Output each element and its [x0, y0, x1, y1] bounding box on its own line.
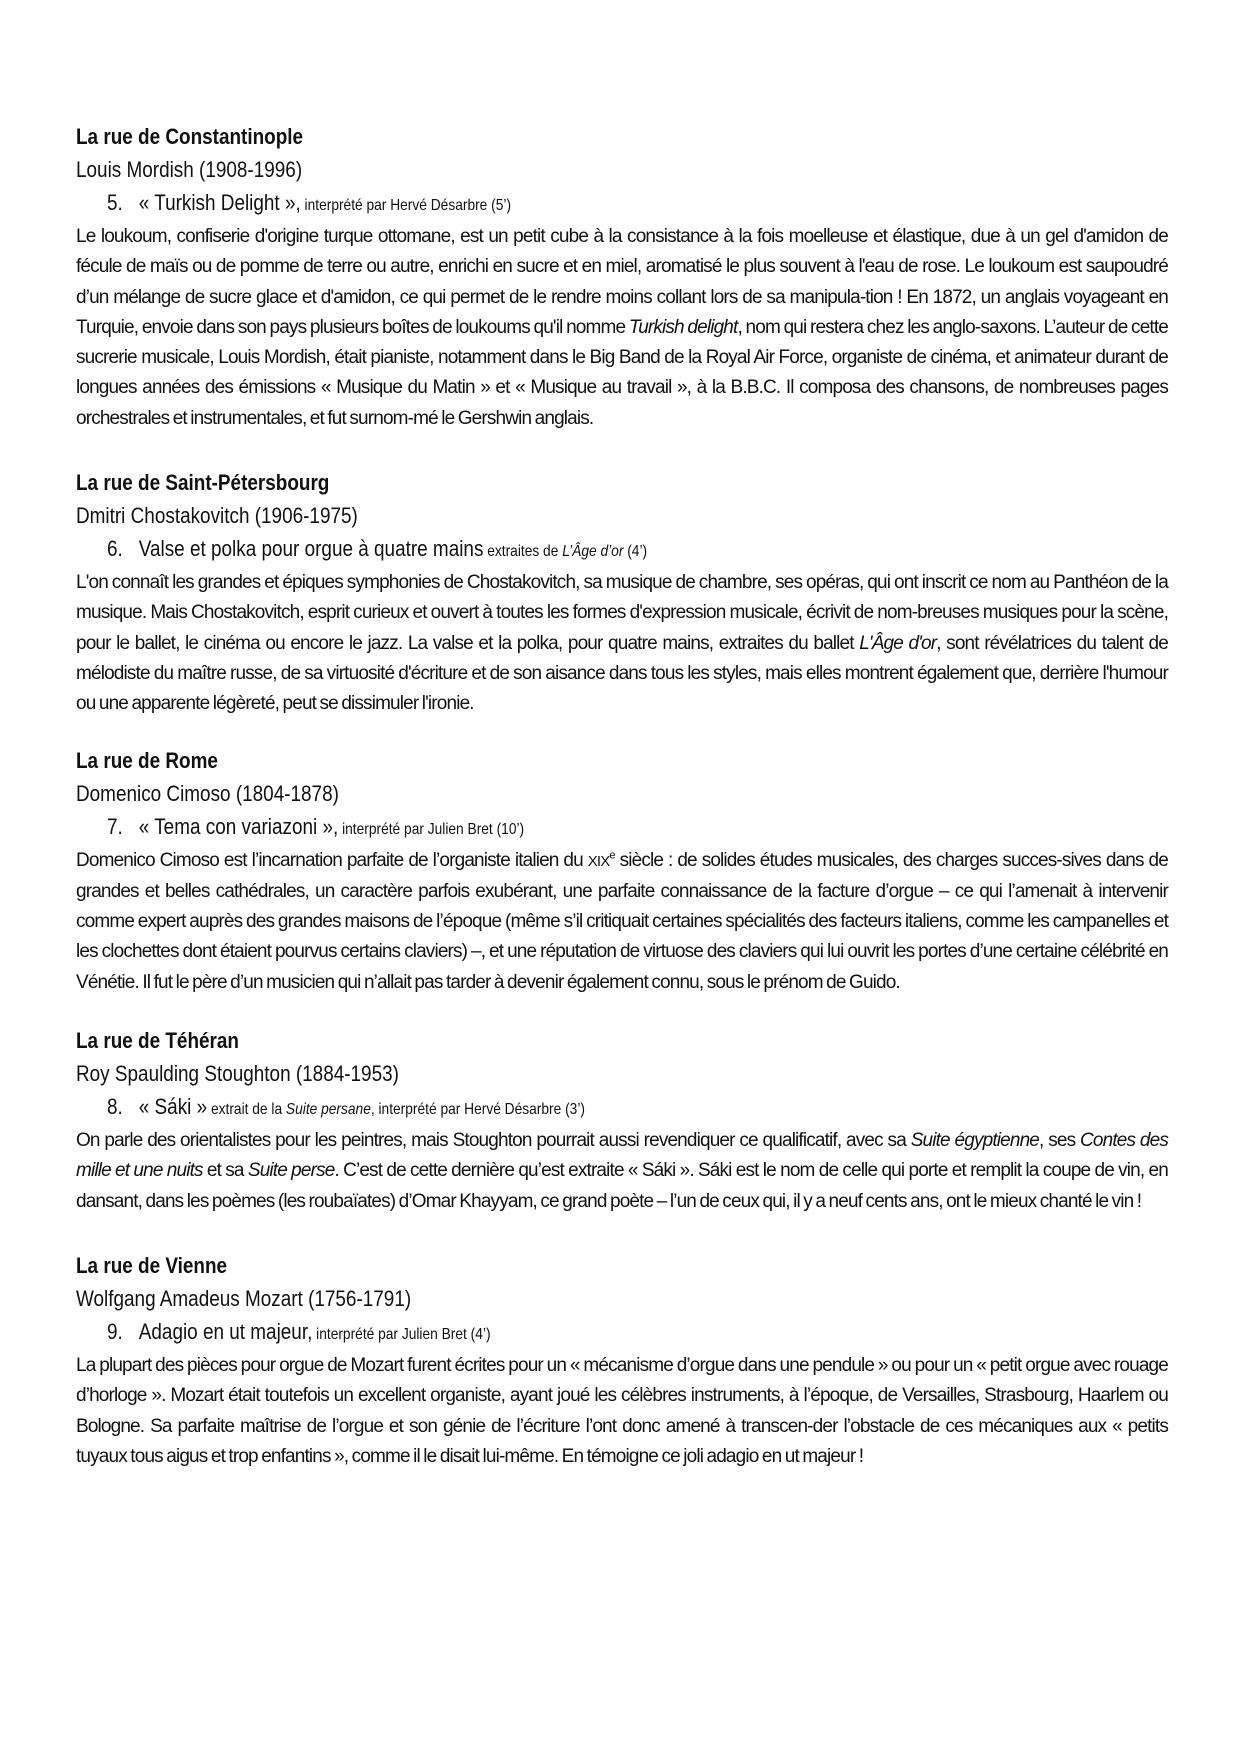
- desc-text: L'on connaît les grandes et épiques symphonies de Chostakovitch, sa musique de chambre, ses opéras, qui ont inscrit ce nom au Panthéon de la musique. Mais Chostakovitch, esprit curieux et ouvert à toutes les formes d'expression musicale, écrivit de nom-breuses musiques pour la scène, pour le ballet, le cinéma ou encore le jazz. La valse et la polka, pour quatre mains, extraites du ballet: [76, 572, 1168, 654]
- track-credit: interprété par Julien Bret (4’): [312, 1325, 491, 1343]
- section-constantinople: [76, 120, 1168, 434]
- desc-text: On parle des orientalistes pour les peintres, mais Stoughton pourrait aussi revendiquer ce qualificatif, avec sa: [76, 1130, 911, 1152]
- composer-name: Wolfgang Amadeus Mozart (1756-1791): [76, 1285, 412, 1311]
- desc-text: Domenico Cimoso est l’incarnation parfaite de l’organiste italien du: [76, 849, 588, 871]
- composer-name: Domenico Cimoso (1804-1878): [76, 780, 339, 806]
- track-number: 7.: [106, 813, 123, 839]
- track-number: 8.: [106, 1094, 123, 1120]
- composer-name: Roy Spaulding Stoughton (1884-1953): [76, 1061, 399, 1087]
- desc-italic: Suite perse: [247, 1160, 335, 1182]
- track-line: [76, 810, 1015, 846]
- track-title: « Tema con variazoni »,: [138, 813, 339, 839]
- track-line: [76, 186, 1015, 222]
- track-number: 6.: [106, 536, 123, 562]
- desc-text: . C’est de cette dernière qu’est extraite « Sáki ». Sáki est le nom de celle qui porte et remplit la coupe de vin, en dansant, dans les poèmes (les roubaïates) d’Omar Khayyam, ce grand poète – l’un de ceux qui, il y a neuf cents ans, ont le mieux chanté le vin !: [76, 1160, 1168, 1212]
- track-title: « Sáki »: [138, 1094, 208, 1120]
- section-description: [76, 1126, 1168, 1217]
- track-credit: , interprété par Hervé Désarbre (3’): [370, 1101, 585, 1119]
- section-description: [76, 568, 1168, 719]
- desc-text: , nom qui restera chez les anglo-saxons. L’auteur de cette sucrerie musicale, Louis Mordish, était pianiste, notamment dans le Big Band de la Royal Air Force, organiste de cinéma, et animateur durant de longues années des émissions « Musique du Matin » et « Musique au travail », à la B.B.C. Il composa des chansons, de nombreuses pages orchestrales et instrumentales, et fut surnom-mé le Gershwin anglais.: [76, 316, 1168, 429]
- section-description: [76, 846, 1168, 998]
- section-vienne: [76, 1249, 1168, 1472]
- street-heading: La rue de Téhéran: [76, 1028, 239, 1054]
- track-line: [76, 532, 1015, 568]
- desc-italic: Suite égyptienne: [910, 1130, 1040, 1152]
- track-credit: extrait de la: [207, 1101, 286, 1119]
- track-credit-work: L’Âge d’or: [562, 543, 624, 561]
- track-title: Adagio en ut majeur,: [138, 1318, 313, 1344]
- street-heading: La rue de Rome: [76, 747, 218, 773]
- desc-italic: Turkish delight: [628, 316, 738, 338]
- century-numeral: XIX: [587, 852, 610, 870]
- desc-text: Le loukoum, confiserie d'origine turque ottomane, est un petit cube à la consistance à la fois moelleuse et élastique, due à un gel d'amidon de fécule de maïs ou de pomme de terre ou autre, enrichi en sucre et en miel, aromatisé le plus souvent à l'eau de rose. Le loukoum est saupoudré d’un mélange de sucre glace et d'amidon, ce qui permet de le rendre moins collant lors de sa manipula-tion ! En 1872, un anglais voyageant en Turquie, envoie dans son pays plusieurs boîtes de loukoums qu'il nomme: [76, 226, 1168, 338]
- composer-name: Louis Mordish (1908-1996): [76, 157, 303, 182]
- section-rome: [76, 744, 1168, 998]
- track-line: [76, 1090, 1015, 1126]
- composer-name: Dmitri Chostakovitch (1906-1975): [76, 503, 358, 529]
- desc-text: , sont révélatrices du talent de mélodiste du maître russe, de sa virtuosité d'écriture et de son aisance dans tous les styles, mais elles montrent également que, derrière l'humour ou une apparente légèreté, peut se dissimuler l'ironie.: [76, 632, 1168, 715]
- track-credit: interprété par Julien Bret (10’): [338, 820, 525, 838]
- document-page: [76, 120, 1168, 1504]
- desc-text: La plupart des pièces pour orgue de Mozart furent écrites pour un « mécanisme d’orgue dans une pendule » ou pour un « petit orgue avec rouage d’horloge ». Mozart était toutefois un excellent organiste, ayant joué les célèbres instruments, à l’époque, de Versailles, Strasbourg, Haarlem ou Bologne. Sa parfaite maîtrise de l’orgue et son génie de l’écriture l’ont donc amené à transcen-der l’obstacle de ces mécaniques aux « petits tuyaux tous aigus et trop enfantins », comme il le disait lui-même. En témoigne ce joli adagio en ut majeur !: [76, 1354, 1168, 1467]
- track-credit-work: Suite persane: [285, 1101, 371, 1119]
- section-teheran: [76, 1024, 1168, 1217]
- track-credit: (4’): [623, 543, 648, 561]
- desc-text: , ses: [1039, 1130, 1081, 1152]
- century-suffix: e: [609, 849, 615, 862]
- street-heading: La rue de Constantinople: [76, 124, 304, 149]
- desc-italic: Contes des mille et une nuits: [76, 1130, 1168, 1182]
- track-number: 5.: [106, 190, 123, 215]
- track-number: 9.: [106, 1318, 123, 1344]
- desc-text: et sa: [202, 1160, 248, 1182]
- track-credit: interprété par Hervé Désarbre (5’): [300, 197, 512, 214]
- track-credit: extraites de: [483, 543, 563, 561]
- section-saint-petersbourg: [76, 466, 1168, 719]
- street-heading: La rue de Vienne: [76, 1252, 228, 1278]
- section-description: [76, 1351, 1168, 1472]
- track-title: « Turkish Delight »,: [138, 190, 301, 215]
- section-description: [76, 222, 1168, 434]
- desc-text: siècle : de solides études musicales, des charges succes-sives dans de grandes et belles cathédrales, un caractère parfois exubérant, une parfaite connaissance de la facture d’orgue – ce qui l’amenait à intervenir comme expert auprès des grandes maisons de l’époque (même s’il critiquait certaines spécialités des facteurs italiens, comme les campanelles et les clochettes dont étaient pourvus certains claviers) –, et une réputation de virtuose des claviers qui lui ouvrit les portes d’une certaine célébrité en Vénétie. Il fut le père d’un musicien qui n’allait pas tarder à devenir également connu, sous le prénom de Guido.: [76, 849, 1168, 993]
- track-line: [76, 1315, 1015, 1351]
- track-title: Valse et polka pour orgue à quatre mains: [138, 536, 484, 562]
- desc-italic: L'Âge d'or: [859, 632, 937, 654]
- street-heading: La rue de Saint-Pétersbourg: [76, 470, 330, 496]
